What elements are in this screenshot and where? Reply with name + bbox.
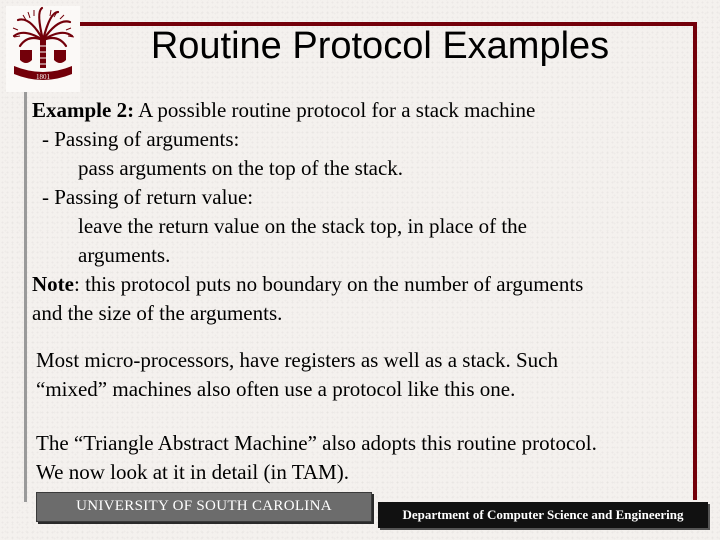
list-item: arguments. <box>78 243 171 267</box>
palmetto-tree-seal-icon <box>6 6 80 92</box>
list-item: pass arguments on the top of the stack. <box>78 156 404 180</box>
seal-year-text: 1801 <box>36 73 50 81</box>
paragraph-line: The “Triangle Abstract Machine” also adopts this routine protocol. <box>36 431 597 455</box>
note-line <box>32 270 692 299</box>
footer-department: Department of Computer Science and Engineering <box>378 502 708 528</box>
university-logo <box>6 6 80 92</box>
paragraph-line: “mixed” machines also often use a protocol like this one. <box>36 377 516 401</box>
example-label: Example 2: <box>32 98 135 122</box>
paragraph-tam <box>36 429 692 487</box>
paragraph-line: Most micro-processors, have registers as well as a stack. Such <box>36 348 558 372</box>
paragraph-line: We now look at it in detail (in TAM). <box>36 460 349 484</box>
list-item: leave the return value on the stack top, in place of the <box>78 214 527 238</box>
slide-title: Routine Protocol Examples <box>150 25 610 67</box>
frame-right-bar <box>693 22 697 500</box>
example-text: A possible routine protocol for a stack machine <box>134 98 536 122</box>
paragraph-mixed-machines <box>36 346 692 404</box>
note-line-2: and the size of the arguments. <box>32 301 283 325</box>
list-item: - Passing of arguments: <box>42 127 240 151</box>
list-item: - Passing of return value: <box>42 185 254 209</box>
footer-university: UNIVERSITY OF SOUTH CAROLINA <box>36 492 372 522</box>
example-heading <box>32 96 692 125</box>
frame-left-bar <box>24 90 27 502</box>
note-label: Note <box>32 272 74 296</box>
slide-body <box>32 96 692 328</box>
note-text: : this protocol puts no boundary on the number of arguments <box>73 272 584 296</box>
